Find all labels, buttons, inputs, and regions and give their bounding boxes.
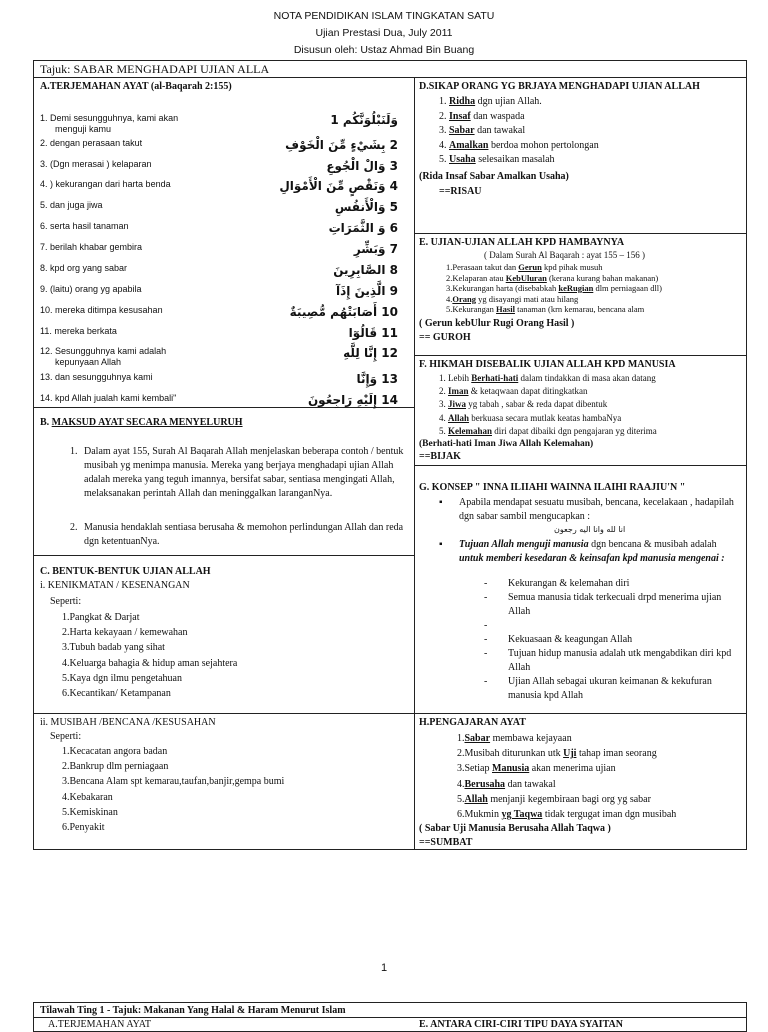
- section-d-summary: (Rida Insaf Sabar Amalkan Usaha): [419, 171, 569, 182]
- item-keyword: Hasil: [496, 304, 515, 314]
- list-item: [439, 153, 599, 168]
- ayah-arabic: 13 وَإِنَّا: [356, 372, 398, 386]
- item-number: 1.: [457, 733, 465, 744]
- topic-title: Tajuk: SABAR MENGHADAPI UJIAN ALLA: [34, 61, 746, 78]
- item-prefix: Musibah diturunkan utk: [464, 748, 564, 760]
- list-item: [457, 746, 676, 761]
- section-f-code: ==BIJAK: [419, 451, 461, 462]
- item-rest: dan tawakal: [474, 125, 526, 137]
- section-h-code: ==SUMBAT: [419, 837, 473, 848]
- list-item: 2.Bankrup dlm perniagaan: [62, 761, 169, 773]
- ayah-row: [40, 159, 408, 179]
- ayah-latin: 6. serta hasil tanaman: [40, 221, 129, 231]
- section-c-sub-i: i. KENIKMATAN / KESENANGAN: [40, 580, 190, 591]
- list-item: [439, 412, 657, 425]
- ayah-row: [40, 346, 408, 366]
- ayah-latin: 10. mereka ditimpa kesusahan: [40, 305, 163, 315]
- ayah-latin: 3. (Dgn merasai ) kelaparan: [40, 159, 152, 169]
- ayah-row: [40, 305, 408, 325]
- dash-marker: -: [484, 648, 488, 659]
- list-item: 5.Kemiskinan: [62, 806, 118, 818]
- dash-text: Semua manusia tidak terkecuali drpd menerima ujian Allah: [508, 592, 722, 617]
- ayah-latin: 4. ) kekurangan dari harta benda: [40, 179, 171, 189]
- item-keyword: Berhati-hati: [471, 373, 519, 383]
- item-number: 3.: [439, 399, 448, 410]
- ayah-arabic: 7 وَبَشِّرِ: [353, 242, 398, 256]
- header-line-1: NOTA PENDIDIKAN ISLAM TINGKATAN SATU: [273, 10, 495, 22]
- section-g-heading: G. KONSEP " INNA ILIIAHI WAINNA ILAIHI RAAJIU'N ": [419, 482, 686, 493]
- divider-g-h: [414, 713, 746, 714]
- list-item: 4.Kebakaran: [62, 791, 113, 803]
- item-rest: yg tabah , sabar & reda dapat dibentuk: [466, 399, 608, 410]
- ayah-arabic: وَلَنَبْلُوَنَّكُم 1: [330, 113, 398, 127]
- item-number: 5.: [439, 425, 448, 436]
- section-b-text-1: Dalam ayat 155, Surah Al Baqarah Allah menjelaskan beberapa contoh / bentuk musibah yg menimpa manusia. Mereka yang berjaya menghadapi ujian Allah adalah mereka yang teguh imannya, bersifat sabar, sentiasa mengingati Allah, melaksanakan perintah Allah dan meninggalkan laranganNya.: [84, 446, 404, 499]
- section-e-heading: E. UJIAN-UJIAN ALLAH KPD HAMBAYNYA: [419, 237, 625, 248]
- item-number: 4.: [457, 778, 465, 790]
- ayah-row: [40, 113, 408, 133]
- item-rest: (kerana kurang bahan makanan): [546, 272, 659, 283]
- section-g-bullet-2: ▪ Tujuan Allah menguji manusia dgn bencana & musibah adalah untuk memberi kesedaran & keinsafan kpd manusia mengenai :: [439, 539, 725, 564]
- section-h-list: [457, 731, 676, 822]
- item-number: 5.: [457, 793, 465, 805]
- item-number: 3.: [457, 763, 465, 775]
- item-keyword: Kelemahan: [448, 425, 492, 436]
- list-item: [446, 273, 662, 284]
- ayah-arabic: 6 وَ الثَّمَرَاتِ: [328, 221, 398, 235]
- divider-e-f: [414, 355, 746, 356]
- item-number: 6.: [457, 809, 465, 821]
- item-number: 5.: [446, 304, 453, 314]
- item-rest: selesaikan masalah: [475, 154, 555, 166]
- dash-marker: -: [484, 578, 488, 589]
- item-rest: & ketaqwaan dapat ditingkatkan: [468, 386, 588, 397]
- section-c2-list: [62, 744, 284, 835]
- item-rest: berkuasa secara mutlak keatas hambaNya: [469, 412, 622, 423]
- dash-marker: -: [484, 592, 488, 603]
- section-c-list: [62, 610, 237, 701]
- section-g-b2-bold: untuk memberi kesedaran & keinsafan kpd manusia mengenai :: [459, 553, 725, 564]
- list-item: [446, 262, 662, 273]
- list-item: [446, 304, 662, 315]
- ayah-arabic: 2 بِشَيْءٍ مِّنَ الْخَوْفِ: [285, 138, 398, 152]
- item-number: 1. Lebih: [439, 373, 472, 383]
- section-b-point-1: 1. Dalam ayat 155, Surah Al Baqarah Allah menjelaskan beberapa contoh / bentuk musibah yg menimpa manusia. Mereka yang berjaya menghadapi ujian Allah adalah mereka yang teguh imannya, bersifat sabar, sentiasa mengingati Allah, melaksanakan perintah Allah dan meninggalkan laranganNya.: [70, 445, 408, 501]
- column-divider: [414, 78, 415, 849]
- list-item: [457, 807, 676, 822]
- item-number: 2.: [439, 110, 449, 122]
- divider-b-c: [34, 555, 414, 556]
- header-line-2: Ujian Prestasi Dua, July 2011: [315, 27, 453, 39]
- section-c2-sub-ii: ii. MUSIBAH /BENCANA /KESUSAHAN: [40, 717, 216, 728]
- ayah-arabic: 8 الصَّابِرِينَ: [333, 263, 398, 277]
- section-d-heading: D.SIKAP ORANG YG BRJAYA MENGHADAPI UJIAN ALLAH: [419, 81, 700, 92]
- ayah-latin: 12. Sesungguhnya kami adalah kepunyaan Allah: [40, 346, 167, 367]
- item-keyword: Allah: [448, 412, 470, 423]
- dash-item: [484, 675, 744, 703]
- item-rest: tidak tergugat iman dgn musibah: [542, 809, 677, 821]
- dash-item: [484, 577, 744, 591]
- section-b-title: MAKSUD AYAT SECARA MENYELURUH: [51, 417, 243, 428]
- item-number: 4.: [439, 412, 448, 423]
- dash-marker: -: [484, 620, 488, 631]
- list-item: 5.Kaya dgn ilmu pengetahuan: [62, 672, 182, 684]
- item-keyword: Sabar: [464, 733, 491, 744]
- item-keyword: Allah: [464, 793, 488, 805]
- section-e-sub: ( Dalam Surah Al Baqarah : ayat 155 – 156 ): [484, 250, 645, 260]
- section-a-heading: A.TERJEMAHAN AYAT (al-Baqarah 2:155): [40, 81, 232, 92]
- item-number: 5.: [439, 154, 449, 166]
- ayah-row: [40, 138, 408, 158]
- ayah-arabic: 11 قَالُوٓا: [348, 326, 398, 340]
- dash-text: Kekurangan & kelemahan diri: [508, 578, 630, 589]
- item-rest: berdoa mohon pertolongan: [488, 139, 599, 151]
- dash-item: [484, 633, 744, 647]
- section-b-point-2: 2. Manusia hendaklah sentiasa berusaha & memohon perlindungan Allah dan reda dgn ketentuanNya.: [70, 521, 408, 549]
- list-item: 3.Tubuh badab yang sihat: [62, 642, 165, 654]
- ayah-latin: 8. kpd org yang sabar: [40, 263, 128, 273]
- section-b-prefix: B.: [40, 417, 52, 428]
- item-rest: dgn ujian Allah.: [475, 96, 542, 107]
- section-c2-seperti: Seperti:: [50, 731, 82, 742]
- item-rest: dan waspada: [470, 110, 525, 122]
- ayah-latin: 7. berilah khabar gembira: [40, 242, 143, 252]
- item-keyword: Insaf: [449, 110, 471, 122]
- ayah-row: [40, 179, 408, 199]
- section-g-dash-list: [484, 577, 744, 703]
- ayah-row: [40, 393, 408, 413]
- item-keyword: yg Taqwa: [501, 809, 543, 821]
- next-page-right: E. ANTARA CIRI-CIRI TIPU DAYA SYAITAN: [419, 1019, 623, 1030]
- ayah-latin: 5. dan juga jiwa: [40, 200, 103, 210]
- item-number: 3.: [439, 125, 449, 137]
- item-rest: tahap iman seorang: [576, 748, 657, 760]
- item-keyword: Amalkan: [449, 139, 489, 151]
- list-item: [439, 372, 657, 385]
- next-page-left: A.TERJEMAHAN AYAT: [48, 1019, 151, 1030]
- item-prefix: Kekurangan harta (disebabkah: [452, 283, 559, 293]
- item-number: 2.: [439, 386, 448, 397]
- item-number: 4.: [439, 139, 449, 151]
- section-e-summary: ( Gerun kebUlur Rugi Orang Hasil ): [419, 318, 575, 329]
- list-item: 6.Kecantikan/ Ketampanan: [62, 688, 171, 700]
- list-item: 2.Harta kekayaan / kemewahan: [62, 627, 188, 639]
- section-e-code: == GUROH: [419, 332, 471, 343]
- item-number: 1.: [446, 262, 453, 272]
- section-f-summary: (Berhati-hati Iman Jiwa Allah Kelemahan): [419, 439, 594, 449]
- item-keyword: Ridha: [449, 96, 476, 107]
- item-prefix: Kekurangan: [452, 304, 497, 314]
- section-d-code: ==RISAU: [439, 186, 482, 197]
- item-rest: membawa kejayaan: [490, 733, 572, 744]
- dash-item: [484, 647, 744, 675]
- list-item: [439, 385, 657, 398]
- section-f-heading: F. HIKMAH DISEBALIK UJIAN ALLAH KPD MANUSIA: [419, 359, 676, 370]
- item-prefix: Mukmin: [464, 809, 502, 821]
- divider-f-g: [414, 465, 746, 466]
- ayah-row: [40, 242, 408, 262]
- divider-d-e: [414, 233, 746, 234]
- list-item: [439, 398, 657, 411]
- item-keyword: Iman: [448, 386, 469, 397]
- item-keyword: Sabar: [449, 125, 475, 137]
- ayah-arabic: 10 أَصَابَتْهُم مُّصِيبَةٌ: [289, 305, 398, 319]
- dash-text: Kekuasaan & keagungan Allah: [508, 634, 633, 645]
- item-rest: dan tawakal: [505, 778, 556, 790]
- ayah-latin: 1. Demi sesungguhnya, kami akan menguji kamu: [40, 113, 179, 134]
- ayah-arabic: 14 إِلَيْهِ رَاجِعُونَ: [307, 393, 398, 407]
- notes-table: [33, 60, 747, 850]
- section-g-b2-rest: dgn bencana & musibah adalah: [588, 539, 717, 550]
- ayah-arabic: 4 وَنَقْصٍ مِّنَ الْأَمْوَالِ: [279, 179, 398, 193]
- section-c-heading: C. BENTUK-BENTUK UJIAN ALLAH: [40, 566, 211, 577]
- divider-c-c2: [34, 713, 414, 714]
- list-item: [446, 294, 662, 305]
- section-b-text-2: Manusia hendaklah sentiasa berusaha & memohon perlindungan Allah dan reda dgn ketentuanNya.: [84, 522, 404, 547]
- list-item: [457, 792, 676, 807]
- ayah-row: [40, 263, 408, 283]
- section-g-b2-italic: Tujuan Allah menguji manusia: [459, 539, 589, 550]
- list-item: [457, 777, 676, 792]
- item-keyword: keRugian: [558, 283, 594, 293]
- list-item: [457, 731, 676, 746]
- ayah-arabic: 9 الَّذِينَ إِذَآ: [336, 284, 398, 298]
- section-d-list: [439, 95, 599, 168]
- item-rest: dlm perniagaan dll): [593, 283, 662, 293]
- section-e-list: [446, 262, 662, 315]
- ayah-latin: 2. dengan perasaan takut: [40, 138, 143, 148]
- list-item: [446, 283, 662, 294]
- list-item: 1.Pangkat & Darjat: [62, 612, 140, 623]
- page-number: 1: [380, 962, 388, 974]
- item-keyword: Jiwa: [448, 399, 466, 410]
- ayah-latin: 9. (laitu) orang yg apabila: [40, 284, 142, 294]
- item-rest: tanaman (krn kemarau, bencana alam: [514, 304, 645, 314]
- dash-item: [484, 591, 744, 619]
- ayah-latin: 13. dan sesungguhnya kami: [40, 372, 153, 382]
- item-keyword: Manusia: [492, 763, 530, 775]
- ayah-arabic: 3 وَالْ الْجُوعِ: [326, 159, 398, 173]
- dash-text: Tujuan hidup manusia adalah utk mengabdikan diri kpd Allah: [508, 648, 732, 673]
- list-item: [439, 139, 599, 154]
- item-keyword: Usaha: [449, 154, 476, 166]
- list-item: [439, 95, 599, 110]
- item-prefix: Kelaparan atau: [452, 272, 506, 283]
- item-keyword: Berusaha: [464, 778, 506, 790]
- ayah-row: [40, 372, 408, 392]
- item-rest: akan menerima ujian: [529, 763, 616, 775]
- item-rest: kpd pihak musuh: [541, 262, 603, 272]
- section-f-list: [439, 372, 657, 438]
- section-g-arabic: انا لله وانا اليه رجعون: [554, 525, 626, 534]
- list-item: 1.Kecacatan angora badan: [62, 746, 168, 757]
- list-item: [457, 761, 676, 776]
- item-keyword: Uji: [563, 748, 577, 760]
- item-prefix: Perasaan takut dan: [452, 262, 519, 272]
- section-h-summary: ( Sabar Uji Manusia Berusaha Allah Taqwa ): [419, 823, 611, 834]
- next-page-title: Tilawah Ting 1 - Tajuk: Makanan Yang Halal & Haram Menurut Islam: [40, 1005, 346, 1016]
- ayah-row: [40, 200, 408, 220]
- header-line-3: Disusun oleh: Ustaz Ahmad Bin Buang: [293, 44, 475, 56]
- ayah-arabic: 12 إِنَّا لِلَّهِ: [343, 346, 398, 360]
- section-g-bullet-1: ▪ Apabila mendapat sesuatu musibah, bencana, kecelakaan , hadapilah dgn sabar sambil mengucapkan :: [439, 496, 739, 524]
- item-keyword: KebUluran: [505, 272, 547, 283]
- list-item: [439, 110, 599, 125]
- section-h-heading: H.PENGAJARAN AYAT: [419, 717, 526, 728]
- list-item: [439, 124, 599, 139]
- item-number: 2.: [446, 272, 453, 283]
- dash-item: [484, 619, 744, 633]
- item-rest: yg disayangi mati atau hilang: [476, 293, 579, 304]
- dash-marker: -: [484, 676, 488, 687]
- section-c-seperti: Seperti:: [50, 596, 82, 607]
- dash-marker: -: [484, 634, 488, 645]
- item-number: 3.: [446, 283, 453, 293]
- list-item: 3.Bencana Alam spt kemarau,taufan,banjir,gempa bumi: [62, 776, 285, 788]
- next-page-table: [33, 1002, 747, 1032]
- ayah-row: [40, 284, 408, 304]
- ayah-row: [40, 326, 408, 346]
- dash-text: Ujian Allah sebagai ukuran keimanan & kekufuran manusia kpd Allah: [508, 676, 712, 701]
- list-item: 4.Keluarga bahagia & hidup aman sejahtera: [62, 657, 238, 669]
- section-g-bullet-1-text: Apabila mendapat sesuatu musibah, bencana, kecelakaan , hadapilah dgn sabar sambil mengucapkan :: [459, 497, 734, 522]
- item-number: 1.: [439, 96, 449, 107]
- ayah-latin: 14. kpd Allah jualah kami kembali": [40, 393, 177, 403]
- ayah-latin: 11. mereka berkata: [40, 326, 117, 336]
- ayah-arabic: 5 وَالْأَنفُسِ: [334, 200, 398, 214]
- item-keyword: Orang: [452, 293, 476, 304]
- section-b-heading: [40, 416, 243, 430]
- item-prefix: Setiap: [464, 763, 492, 775]
- item-keyword: Gerun: [518, 262, 542, 272]
- item-rest: dalam tindakkan di masa akan datang: [518, 373, 656, 383]
- item-number: 2.: [457, 748, 465, 760]
- item-rest: menjanji kegembiraan bagi org yg sabar: [487, 793, 651, 805]
- item-rest: diri dapat dibaiki dgn pengajaran yg diterima: [492, 425, 657, 436]
- ayah-row: [40, 221, 408, 241]
- item-number: 4.: [446, 293, 453, 304]
- list-item: 6.Penyakit: [62, 822, 105, 834]
